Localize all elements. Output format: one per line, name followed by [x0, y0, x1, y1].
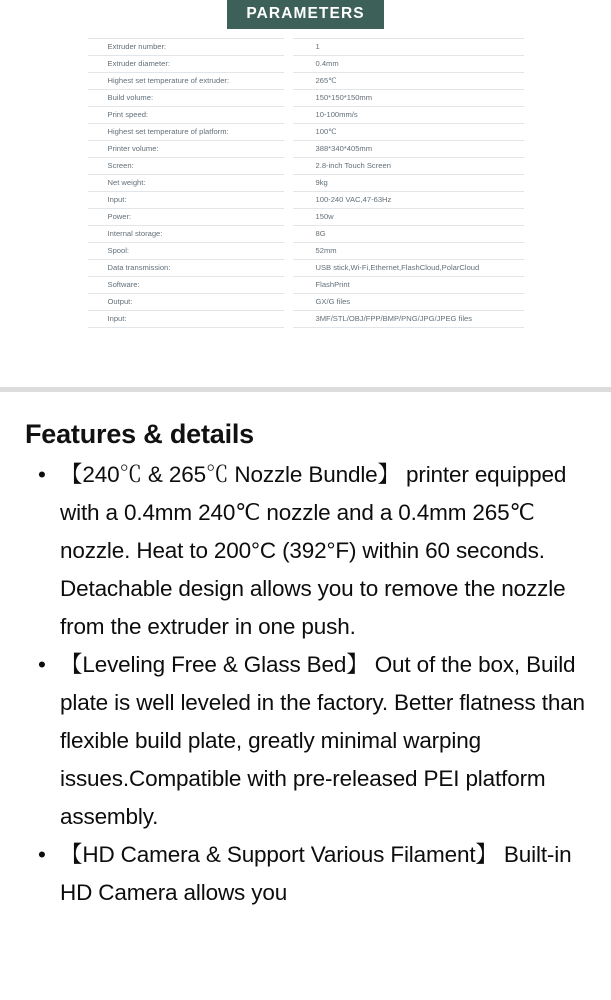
feature-list	[22, 456, 595, 912]
parameter-value: 52mm	[293, 243, 524, 260]
bullet-icon: •	[38, 462, 46, 487]
parameter-value: 100-240 VAC,47-63Hz	[293, 192, 524, 209]
column-gap	[284, 39, 293, 56]
parameter-label: Extruder number:	[88, 39, 284, 56]
column-gap	[284, 260, 293, 277]
table-row	[88, 243, 524, 260]
parameter-value: FlashPrint	[293, 277, 524, 294]
parameter-label: Extruder diameter:	[88, 56, 284, 73]
parameter-label: Build volume:	[88, 90, 284, 107]
table-row	[88, 294, 524, 311]
list-item	[22, 836, 595, 912]
feature-tag: 【240℃ & 265℃ Nozzle Bundle】	[60, 462, 400, 487]
parameter-label: Print speed:	[88, 107, 284, 124]
table-row	[88, 260, 524, 277]
column-gap	[284, 158, 293, 175]
parameter-value: 3MF/STL/OBJ/FPP/BMP/PNG/JPG/JPEG files	[293, 311, 524, 328]
table-row	[88, 277, 524, 294]
column-gap	[284, 311, 293, 328]
table-row	[88, 226, 524, 243]
parameter-label: Highest set temperature of extruder:	[88, 73, 284, 90]
parameters-banner-wrap	[0, 0, 611, 29]
page-title: Features & details	[25, 419, 254, 449]
parameter-value: 150w	[293, 209, 524, 226]
table-row	[88, 209, 524, 226]
parameter-label: Software:	[88, 277, 284, 294]
parameters-table-body	[88, 39, 524, 328]
column-gap	[284, 141, 293, 158]
column-gap	[284, 56, 293, 73]
table-row	[88, 39, 524, 56]
table-row	[88, 158, 524, 175]
table-row	[88, 107, 524, 124]
column-gap	[284, 107, 293, 124]
parameter-label: Power:	[88, 209, 284, 226]
section-divider	[0, 387, 611, 392]
table-row	[88, 124, 524, 141]
column-gap	[284, 226, 293, 243]
parameter-label: Highest set temperature of platform:	[88, 124, 284, 141]
table-row	[88, 90, 524, 107]
column-gap	[284, 124, 293, 141]
parameter-value: GX/G files	[293, 294, 524, 311]
feature-body: printer equipped with a 0.4mm 240℃ nozzle and a 0.4mm 265℃ nozzle. Heat to 200°C (392°F) within 60 seconds. Detachable design allows you to remove the nozzle from the extruder in one push.	[60, 462, 567, 639]
feature-tag: 【HD Camera & Support Various Filament】	[60, 842, 498, 867]
bullet-icon: •	[38, 652, 46, 677]
parameter-label: Spool:	[88, 243, 284, 260]
parameter-label: Internal storage:	[88, 226, 284, 243]
parameters-table	[88, 38, 524, 328]
column-gap	[284, 175, 293, 192]
table-row	[88, 175, 524, 192]
column-gap	[284, 192, 293, 209]
parameter-value: 100℃	[293, 124, 524, 141]
list-item	[22, 646, 595, 836]
column-gap	[284, 90, 293, 107]
list-item	[22, 456, 595, 646]
table-row	[88, 311, 524, 328]
column-gap	[284, 243, 293, 260]
parameter-value: 10-100mm/s	[293, 107, 524, 124]
parameter-value: 8G	[293, 226, 524, 243]
parameter-label: Net weight:	[88, 175, 284, 192]
table-row	[88, 141, 524, 158]
parameter-value: 265℃	[293, 73, 524, 90]
feature-tag: 【Leveling Free & Glass Bed】	[60, 652, 369, 677]
table-row	[88, 56, 524, 73]
table-row	[88, 192, 524, 209]
bullet-icon: •	[38, 842, 46, 867]
parameter-value: 150*150*150mm	[293, 90, 524, 107]
column-gap	[284, 209, 293, 226]
parameter-value: 388*340*405mm	[293, 141, 524, 158]
parameter-label: Input:	[88, 311, 284, 328]
column-gap	[284, 73, 293, 90]
feature-body: Out of the box, Build plate is well leveled in the factory. Better flatness than flexible build plate, greatly minimal warping issues.Compatible with pre-released PEI platform assembly.	[60, 652, 585, 829]
table-row	[88, 73, 524, 90]
column-gap	[284, 294, 293, 311]
parameter-value: USB stick,Wi-Fi,Ethernet,FlashCloud,PolarCloud	[293, 260, 524, 277]
parameter-label: Data transmission:	[88, 260, 284, 277]
parameter-value: 1	[293, 39, 524, 56]
parameter-value: 2.8-inch Touch Screen	[293, 158, 524, 175]
parameter-value: 9kg	[293, 175, 524, 192]
parameters-banner: PARAMETERS	[227, 0, 384, 29]
parameter-label: Screen:	[88, 158, 284, 175]
features-section	[0, 419, 611, 912]
parameter-value: 0.4mm	[293, 56, 524, 73]
parameter-label: Output:	[88, 294, 284, 311]
parameters-section	[0, 0, 611, 330]
feature-body: Built-in HD Camera allows you	[60, 842, 572, 905]
parameter-label: Printer volume:	[88, 141, 284, 158]
parameter-label: Input:	[88, 192, 284, 209]
column-gap	[284, 277, 293, 294]
